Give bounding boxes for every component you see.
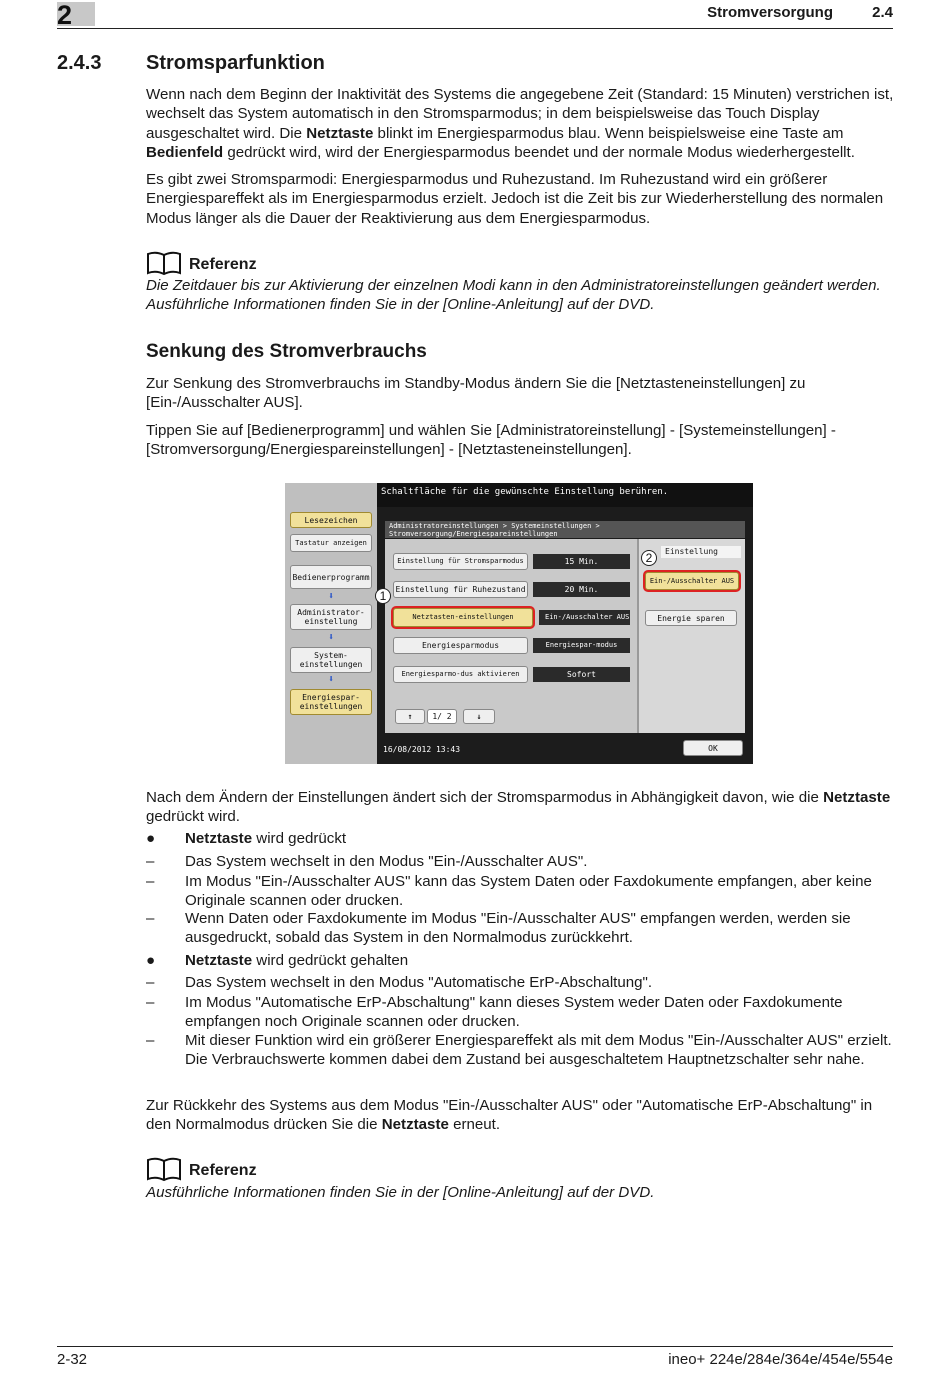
enter-power-saving-value: Sofort	[533, 667, 630, 682]
callout-2: 2	[641, 550, 657, 566]
screen-message-bar: Schaltfläche für die gewünschte Einstellung berühren.	[377, 483, 753, 507]
list-item: – Mit dieser Funktion wird ein größerer Energiespareffekt als mit dem Modus "Ein-/Ausschalter AUS" erzielt. Die Verbrauchswerte kommen dabei dem Zustand bei ausgeschaltetem Hauptnetzschalter sehr nahe.	[146, 1032, 892, 1069]
show-keyboard-button[interactable]: Tastatur anzeigen	[290, 534, 372, 552]
page-indicator: 1/ 2	[427, 709, 457, 724]
power-saving-mode-button[interactable]: Energiesparmodus	[393, 637, 528, 654]
list-item: – Wenn Daten oder Faxdokumente im Modus "Ein-/Ausschalter AUS" empfangen werden, werden sie ausgedruckt, sobald das System in den Normalmodus zurückkehrt.	[146, 910, 851, 947]
ok-button[interactable]: OK	[683, 740, 743, 756]
reference-text: Ausführliche Informationen finden Sie in der [Online-Anleitung] auf der DVD.	[146, 1184, 655, 1201]
bullet-marker: ●	[146, 830, 156, 847]
enter-power-saving-button[interactable]: Energiesparmo-dus aktivieren	[393, 666, 528, 683]
header-rule	[57, 28, 893, 29]
bullet-marker: ●	[146, 952, 156, 969]
subsection-paragraph-2: Tippen Sie auf [Bedienerprogramm] und wählen Sie [Administratoreinstellung] - [Systemeinstellungen] - [Stromversorgung/Energiespareinstellungen] - [Netztasteneinstellungen].	[146, 422, 836, 459]
page-down-button[interactable]: ↓	[463, 709, 495, 724]
system-settings-button[interactable]: System-einstellungen	[290, 647, 372, 673]
power-saving-settings-button[interactable]: Energiespar-einstellungen	[290, 689, 372, 715]
list-item: – Das System wechselt in den Modus "Automatische ErP-Abschaltung".	[146, 974, 653, 991]
option-panel-title: Einstellung	[661, 546, 741, 558]
control-panel-screenshot	[285, 483, 753, 764]
list-item: ● Netztaste wird gedrückt gehalten	[146, 952, 409, 969]
subsection-paragraph-1: Zur Senkung des Stromverbrauchs im Standby-Modus ändern Sie die [Netztasteneinstellungen] zu [Ein-/Ausschalter AUS].	[146, 375, 806, 412]
page-up-button[interactable]: ↑	[395, 709, 425, 724]
chapter-number: 2	[57, 0, 73, 30]
admin-settings-button[interactable]: Administrator-einstellung	[290, 604, 372, 630]
sleep-mode-setting-button[interactable]: Einstellung für Ruhezustand	[393, 581, 528, 598]
power-saving-mode-value: Energiespar-modus	[533, 638, 630, 653]
closing-paragraph: Zur Rückkehr des Systems aus dem Modus "Ein-/Ausschalter AUS" oder "Automatische ErP-Abschaltung" in den Normalmodus drücken Sie die Netztaste erneut.	[146, 1097, 873, 1134]
bookmark-button[interactable]: Lesezeichen	[290, 512, 372, 528]
page-number: 2-32	[57, 1351, 88, 1368]
down-arrow-icon: ⬇	[327, 591, 335, 602]
after-paragraph: Nach dem Ändern der Einstellungen ändert sich der Stromsparmodus in Abhängigkeit davon, wie die Netztaste gedrückt wird.	[146, 789, 891, 826]
breadcrumb: Administratoreinstellungen > Systemeinstellungen > Stromversorgung/Energiespareinstellungen	[385, 521, 745, 538]
book-icon	[146, 1156, 182, 1182]
footer-rule	[57, 1346, 893, 1347]
book-icon	[146, 250, 182, 276]
list-item: – Im Modus "Ein-/Ausschalter AUS" kann das System Daten oder Faxdokumente empfangen, aber keine Originale scannen oder drucken.	[146, 873, 872, 910]
intro-paragraph-1: Wenn nach dem Beginn der Inaktivität des Systems die angegebene Zeit (Standard: 15 Minuten) verstrichen ist, wechselt das System automatisch in den Stromsparmodus; in dem beispielsweise das Touch Display ausgeschaltet wird. Die Netztaste blinkt im Energiesparmodus blau. Wenn beispielsweise eine Taste am Bedienfeld gedrückt wird, wird der Energiesparmodus beendet und der normale Modus wiederhergestellt.	[146, 86, 894, 161]
running-header-section: 2.4	[872, 4, 893, 21]
callout-1: 1	[375, 588, 391, 604]
power-save-mode-value: 15 Min.	[533, 554, 630, 569]
section-number: 2.4.3	[57, 52, 102, 74]
power-key-settings-button[interactable]: Netztasten-einstellungen	[393, 608, 533, 627]
subsection-title: Senkung des Stromverbrauchs	[146, 341, 427, 362]
list-item: ● Netztaste wird gedrückt	[146, 830, 347, 847]
option-panel	[637, 539, 745, 733]
down-arrow-icon: ⬇	[327, 674, 335, 685]
reference-title: Referenz	[189, 256, 257, 273]
list-item: – Das System wechselt in den Modus "Ein-/Ausschalter AUS".	[146, 853, 588, 870]
product-models: ineo+ 224e/284e/364e/454e/554e	[668, 1351, 893, 1368]
utility-button[interactable]: Bedienerprogramm	[290, 565, 372, 589]
sleep-mode-value: 20 Min.	[533, 582, 630, 597]
reference-text: Die Zeitdauer bis zur Aktivierung der einzelnen Modi kann in den Administratoreinstellungen geändert werden. Ausführliche Informationen finden Sie in der [Online-Anleitung] auf der DVD.	[146, 277, 881, 314]
power-key-value: Ein-/Ausschalter AUS	[539, 610, 630, 625]
list-item: – Im Modus "Automatische ErP-Abschaltung" kann dieses System weder Daten oder Faxdokumente empfangen noch Originale scannen oder drucken.	[146, 994, 843, 1031]
running-header-title: Stromversorgung	[707, 4, 833, 21]
power-switch-off-option[interactable]: Ein-/Ausschalter AUS	[645, 572, 739, 590]
date-time: 16/08/2012 13:43	[383, 745, 461, 754]
power-save-option[interactable]: Energie sparen	[645, 610, 737, 626]
section-title: Stromsparfunktion	[146, 52, 325, 74]
power-save-mode-setting-button[interactable]: Einstellung für Stromsparmodus	[393, 553, 528, 570]
reference-title: Referenz	[189, 1162, 257, 1179]
intro-paragraph-2: Es gibt zwei Stromsparmodi: Energiesparmodus und Ruhezustand. Im Ruhezustand wird ein größerer Energiespareffekt als im Energiesparmodus erzielt. Jedoch ist die Zeit bis zur Wiederherstellung des normalen Modus länger als die Dauer der Reaktivierung aus dem Energiesparmodus.	[146, 171, 884, 227]
down-arrow-icon: ⬇	[327, 632, 335, 643]
